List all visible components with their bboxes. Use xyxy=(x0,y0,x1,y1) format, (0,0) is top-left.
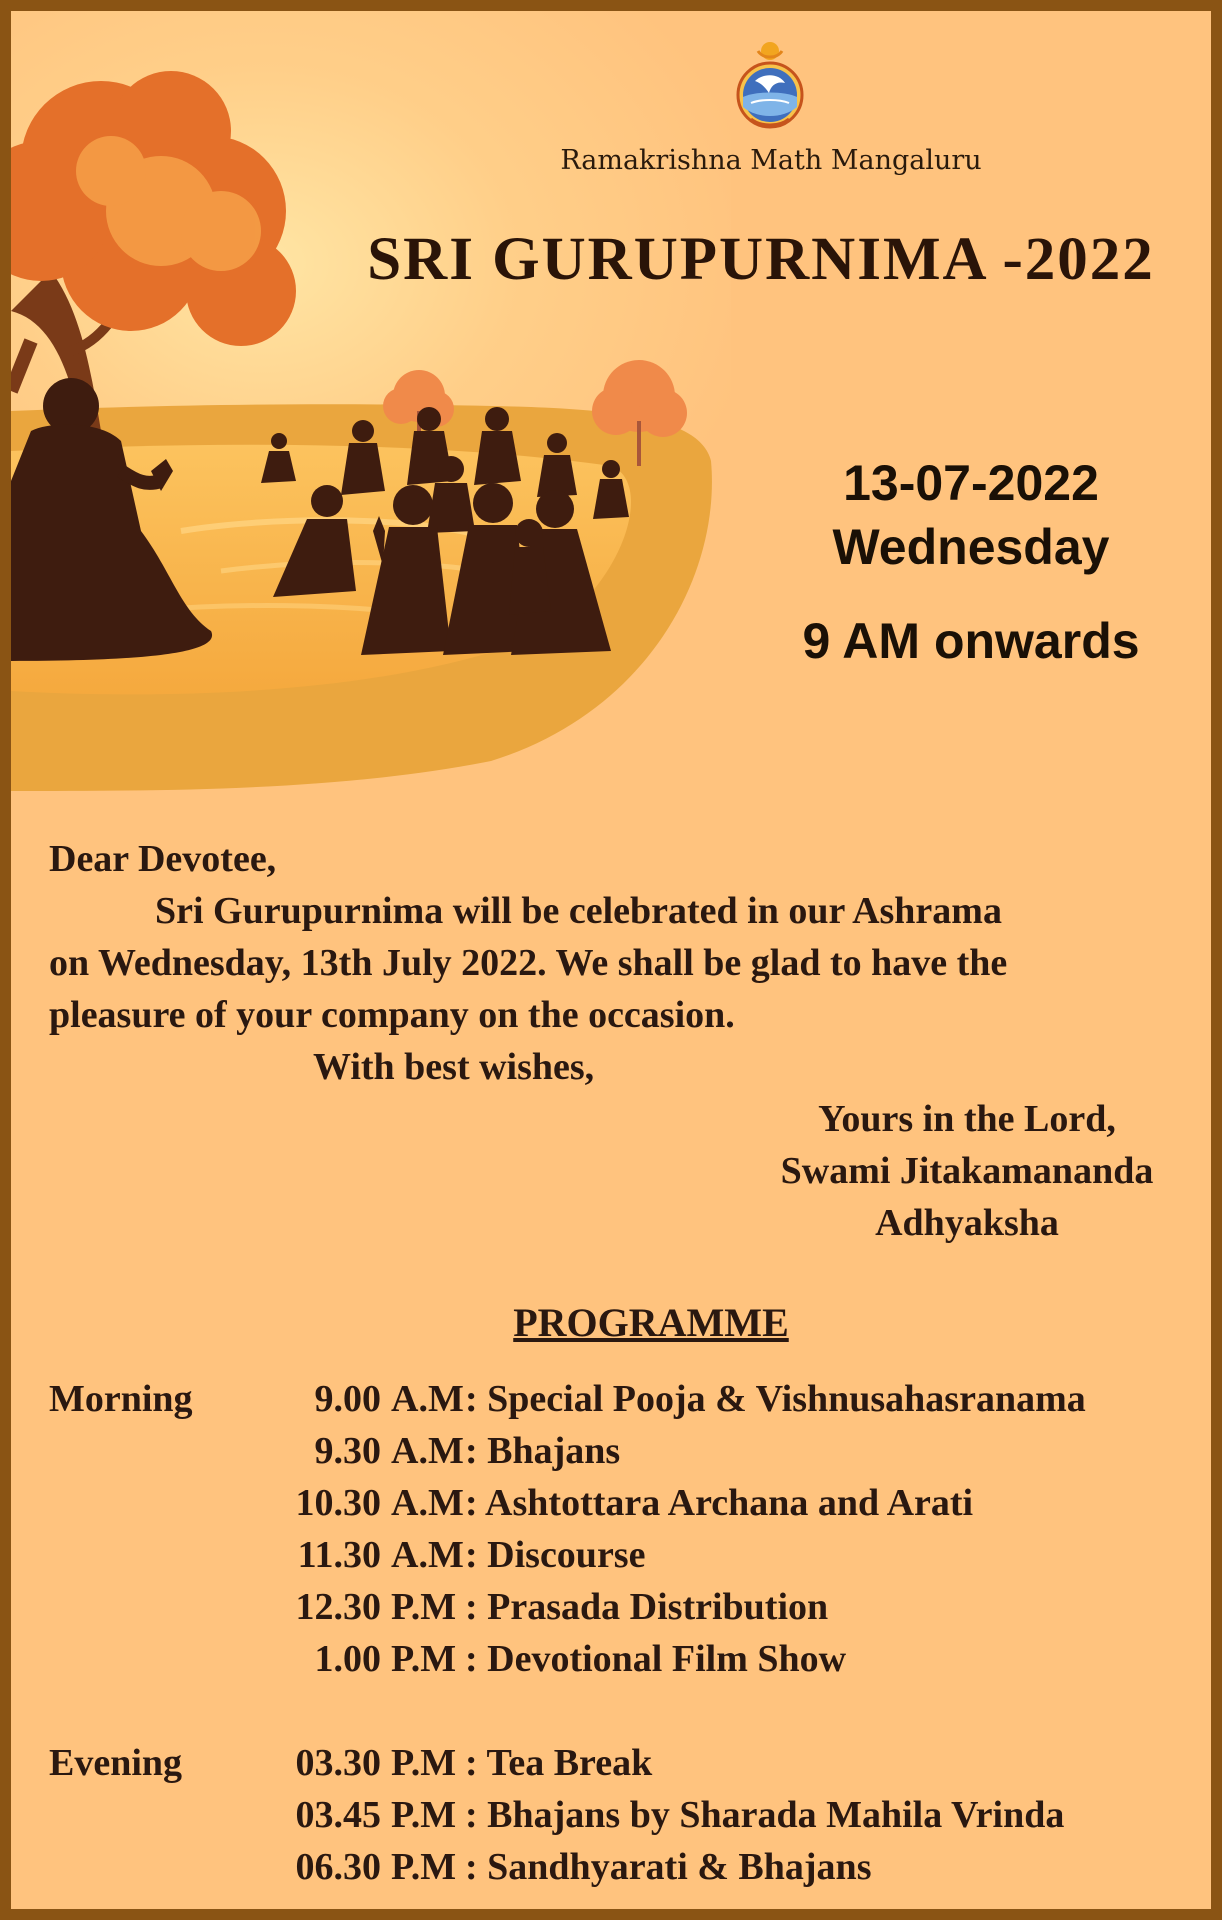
signatory-name: Swami Jitakamananda xyxy=(780,1150,1154,1192)
schedule-ampm: P.M xyxy=(391,1794,457,1836)
schedule-event: : Special Pooja & Vishnusahasranama xyxy=(465,1378,1086,1420)
schedule-time: 03.30 xyxy=(295,1742,381,1784)
schedule-row xyxy=(49,1533,1199,1585)
schedule-event: : Devotional Film Show xyxy=(465,1638,847,1680)
letter-body-line: on Wednesday, 13th July 2022. We shall be glad to have the xyxy=(49,942,1008,984)
ramakrishna-math-emblem-icon xyxy=(725,41,815,133)
session-label: Morning xyxy=(49,1378,193,1420)
schedule-row xyxy=(49,1741,1199,1793)
schedule-time: 03.45 xyxy=(295,1794,381,1836)
schedule-time: 9.30 xyxy=(314,1430,381,1472)
schedule-ampm: A.M xyxy=(391,1482,464,1524)
schedule-event: : Tea Break xyxy=(465,1742,653,1784)
schedule-ampm: A.M xyxy=(391,1430,464,1472)
schedule-row xyxy=(49,1481,1199,1533)
event-title: SRI GURUPURNIMA -2022 xyxy=(367,226,1155,293)
schedule-event: : Sandhyarati & Bhajans xyxy=(465,1846,872,1888)
schedule-row xyxy=(49,1377,1199,1429)
schedule-event: : Bhajans by Sharada Mahila Vrinda xyxy=(465,1794,1065,1836)
event-date: 13-07-2022 xyxy=(843,455,1099,511)
schedule-ampm: P.M xyxy=(391,1638,457,1680)
schedule-time: 1.00 xyxy=(314,1638,381,1680)
schedule-row xyxy=(49,1793,1199,1845)
schedule-ampm: A.M xyxy=(391,1378,464,1420)
schedule-time: 11.30 xyxy=(297,1534,381,1576)
event-date-block xyxy=(741,451,1201,673)
letter-body-line: Sri Gurupurnima will be celebrated in our Ashrama xyxy=(155,890,1002,932)
salutation: Dear Devotee, xyxy=(49,838,277,880)
schedule-event: : Bhajans xyxy=(465,1430,621,1472)
schedule-ampm: P.M xyxy=(391,1742,457,1784)
schedule-row xyxy=(49,1429,1199,1481)
schedule-ampm: P.M xyxy=(391,1586,457,1628)
schedule-row xyxy=(49,1845,1199,1897)
schedule-event: : Discourse xyxy=(465,1534,646,1576)
schedule-row xyxy=(49,1585,1199,1637)
schedule-event: : Ashtottara Archana and Arati xyxy=(465,1482,974,1524)
guru-disciples-illustration xyxy=(11,11,1211,811)
schedule-event: : Prasada Distribution xyxy=(465,1586,829,1628)
schedule-time: 9.00 xyxy=(314,1378,381,1420)
programme-schedule xyxy=(49,1377,1199,1897)
best-wishes: With best wishes, xyxy=(313,1046,595,1088)
invitation-letter xyxy=(49,833,1189,1249)
event-day: Wednesday xyxy=(832,519,1110,575)
schedule-time: 10.30 xyxy=(295,1482,381,1524)
signatory-designation: Adhyaksha xyxy=(875,1202,1059,1244)
schedule-ampm: A.M xyxy=(391,1534,464,1576)
schedule-row xyxy=(49,1637,1199,1689)
session-label: Evening xyxy=(49,1742,183,1784)
programme-heading: PROGRAMME xyxy=(513,1300,789,1345)
event-time: 9 AM onwards xyxy=(802,613,1140,669)
schedule-ampm: P.M xyxy=(391,1846,457,1888)
organization-name: Ramakrishna Math Mangaluru xyxy=(560,145,982,176)
schedule-time: 06.30 xyxy=(295,1846,381,1888)
schedule-time: 12.30 xyxy=(295,1586,381,1628)
letter-body-line: pleasure of your company on the occasion. xyxy=(49,994,735,1036)
closing: Yours in the Lord, xyxy=(818,1098,1116,1140)
